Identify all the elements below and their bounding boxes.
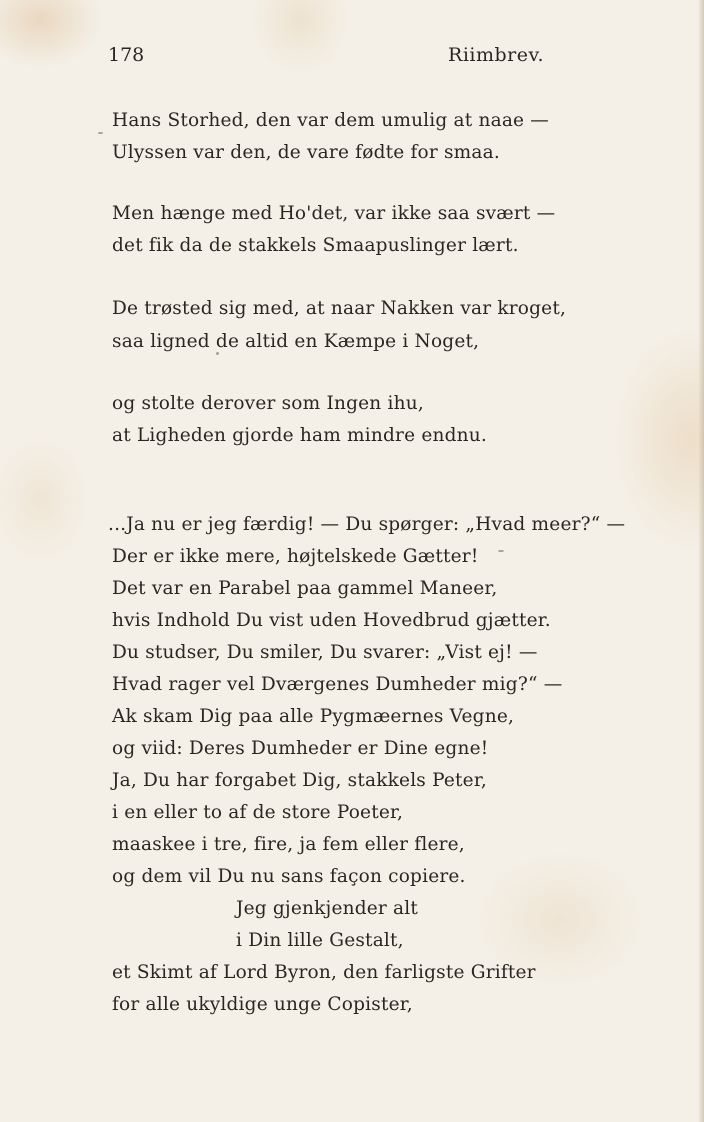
poem-line: Hans Storhed, den var dem umulig at naae — [112,110,549,131]
poem-line: Hvad rager vel Dværgenes Dumheder mig?“ — [112,674,563,695]
poem-line: og stolte derover som Ingen ihu, [112,393,424,414]
ink-speck [98,132,103,134]
poem-line: Jeg gjenkjender alt [236,898,419,919]
poem-line: maaskee i tre, fire, ja fem eller flere, [112,834,465,855]
ink-speck [498,550,504,552]
poem-line: Ak skam Dig paa alle Pygmæernes Vegne, [112,706,515,727]
poem-line: at Ligheden gjorde ham mindre endnu. [112,425,487,446]
running-head: Riimbrev. [448,44,544,66]
poem-line: et Skimt af Lord Byron, den farligste Grifter [112,962,536,983]
poem-line: det fik da de stakkels Smaapuslinger lært. [112,235,519,256]
poem-line: Men hænge med Ho'det, var ikke saa svært — [112,203,556,224]
poem-line: Ja, Du har forgabet Dig, stakkels Peter, [112,770,487,791]
page-edge [698,0,704,1122]
poem-line: hvis Indhold Du vist uden Hovedbrud gjætter. [112,610,551,631]
poem-line: og viid: Deres Dumheder er Dine egne! [112,738,489,759]
ink-speck [216,352,219,355]
poem-line: De trøsted sig med, at naar Nakken var kroget, [112,298,567,319]
poem-line: Der er ikke mere, højtelskede Gætter! [112,546,479,567]
page-header [108,44,544,74]
poem-line: ...Ja nu er jeg færdig! — Du spørger: „Hvad meer?“ — [108,514,626,535]
poem-line: for alle ukyldige unge Copister, [112,994,413,1015]
poem-line: i Din lille Gestalt, [236,930,404,951]
poem-line: saa ligned de altid en Kæmpe i Noget, [112,331,480,352]
poem-line: og dem vil Du nu sans façon copiere. [112,866,466,887]
poem-line: Ulyssen var den, de vare fødte for smaa. [112,142,500,163]
poem-line: Du studser, Du smiler, Du svarer: „Vist ej! — [112,642,538,663]
poem-line: Det var en Parabel paa gammel Maneer, [112,578,498,599]
poem-line: i en eller to af de store Poeter, [112,802,404,823]
page-number: 178 [108,44,145,66]
